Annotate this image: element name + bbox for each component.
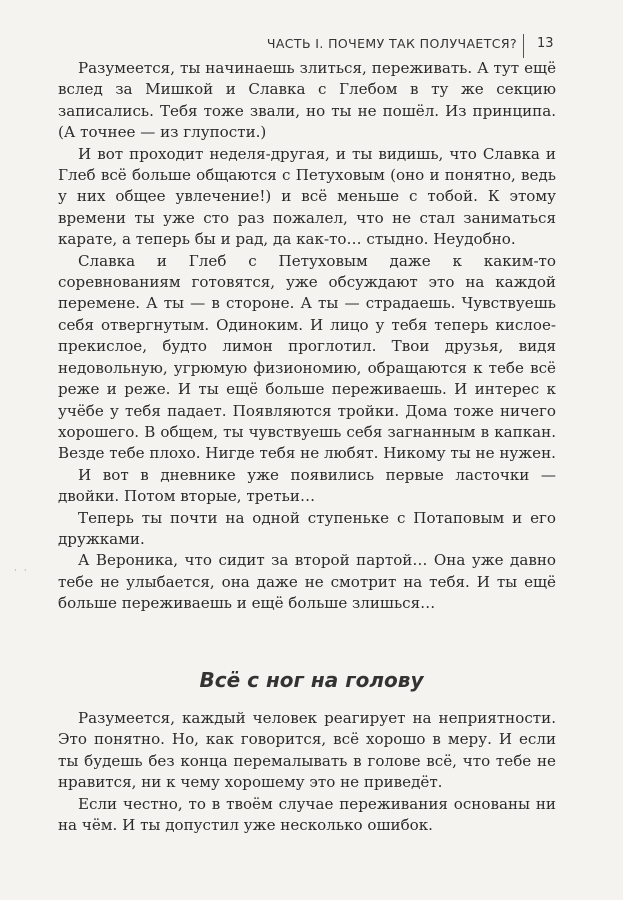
header-divider — [523, 34, 524, 58]
section-heading: Всё с ног на голову — [199, 668, 424, 692]
paragraph: Разумеется, ты начинаешь злиться, переживать. А тут ещё вслед за Мишкой и Славка с Глебом в ту же секцию записались. Тебя тоже звали, но ты не пошёл. Из принципа. (А точнее — из глупости.) — [58, 59, 556, 142]
running-head: ЧАСТЬ I. ПОЧЕМУ ТАК ПОЛУЧАЕТСЯ? — [266, 36, 517, 51]
paragraph: Разумеется, каждый человек реагирует на неприятности. Это понятно. Но, как говорится, всё хорошо в меру. И если ты будешь без конца перемалывать в голове всё, что тебе не нравится, ни к чему хорошему это не приведёт. — [58, 709, 556, 792]
paragraph: А Вероника, что сидит за второй партой… Она уже давно тебе не улыбается, она даже не смотрит на тебя. И ты ещё больше переживаешь и ещё больше злишься… — [58, 551, 556, 613]
section-1-text — [58, 58, 556, 615]
paragraph: И вот в дневнике уже появились первые ласточки — двойки. Потом вторые, третьи… — [58, 465, 556, 506]
section-2-text — [58, 708, 556, 836]
paragraph: И вот проходит неделя-другая, и ты видишь, что Славка и Глеб всё больше общаются с Петуховым (оно и понятно, ведь у них общее увлечение!) и всё меньше с тобой. К этому времени ты уже сто раз пожалел, что не стал заниматься карате, а теперь бы и рад, да как-то… стыдно. Неудобно. — [58, 144, 556, 249]
page-number: 13 — [537, 36, 554, 51]
paragraph: Если честно, то в твоём случае переживания основаны ни на чём. И ты допустил уже несколько ошибок. — [58, 794, 556, 835]
page-header — [0, 34, 623, 58]
scan-speck: · · — [14, 566, 29, 576]
paragraph: Славка и Глеб с Петуховым даже к каким-то соревнованиям готовятся, уже обсуждают это на каждой перемене. А ты — в стороне. А ты — страдаешь. Чувствуешь себя отвергнутым. Одиноким. И лицо у тебя теперь кислое-прекислое, будто лимон проглотил. Твои друзья, видя недовольную, угрюмую физиономию, обращаются к тебе всё реже и реже. И ты ещё больше переживаешь. И интерес к учёбе у тебя падает. Появляются тройки. Дома тоже ничего хорошего. В общем, ты чувствуешь себя загнанным в капкан. Везде тебе плохо. Нигде тебя не любят. Никому ты не нужен. — [58, 251, 556, 463]
paragraph: Теперь ты почти на одной ступеньке с Потаповым и его дружками. — [58, 508, 556, 548]
